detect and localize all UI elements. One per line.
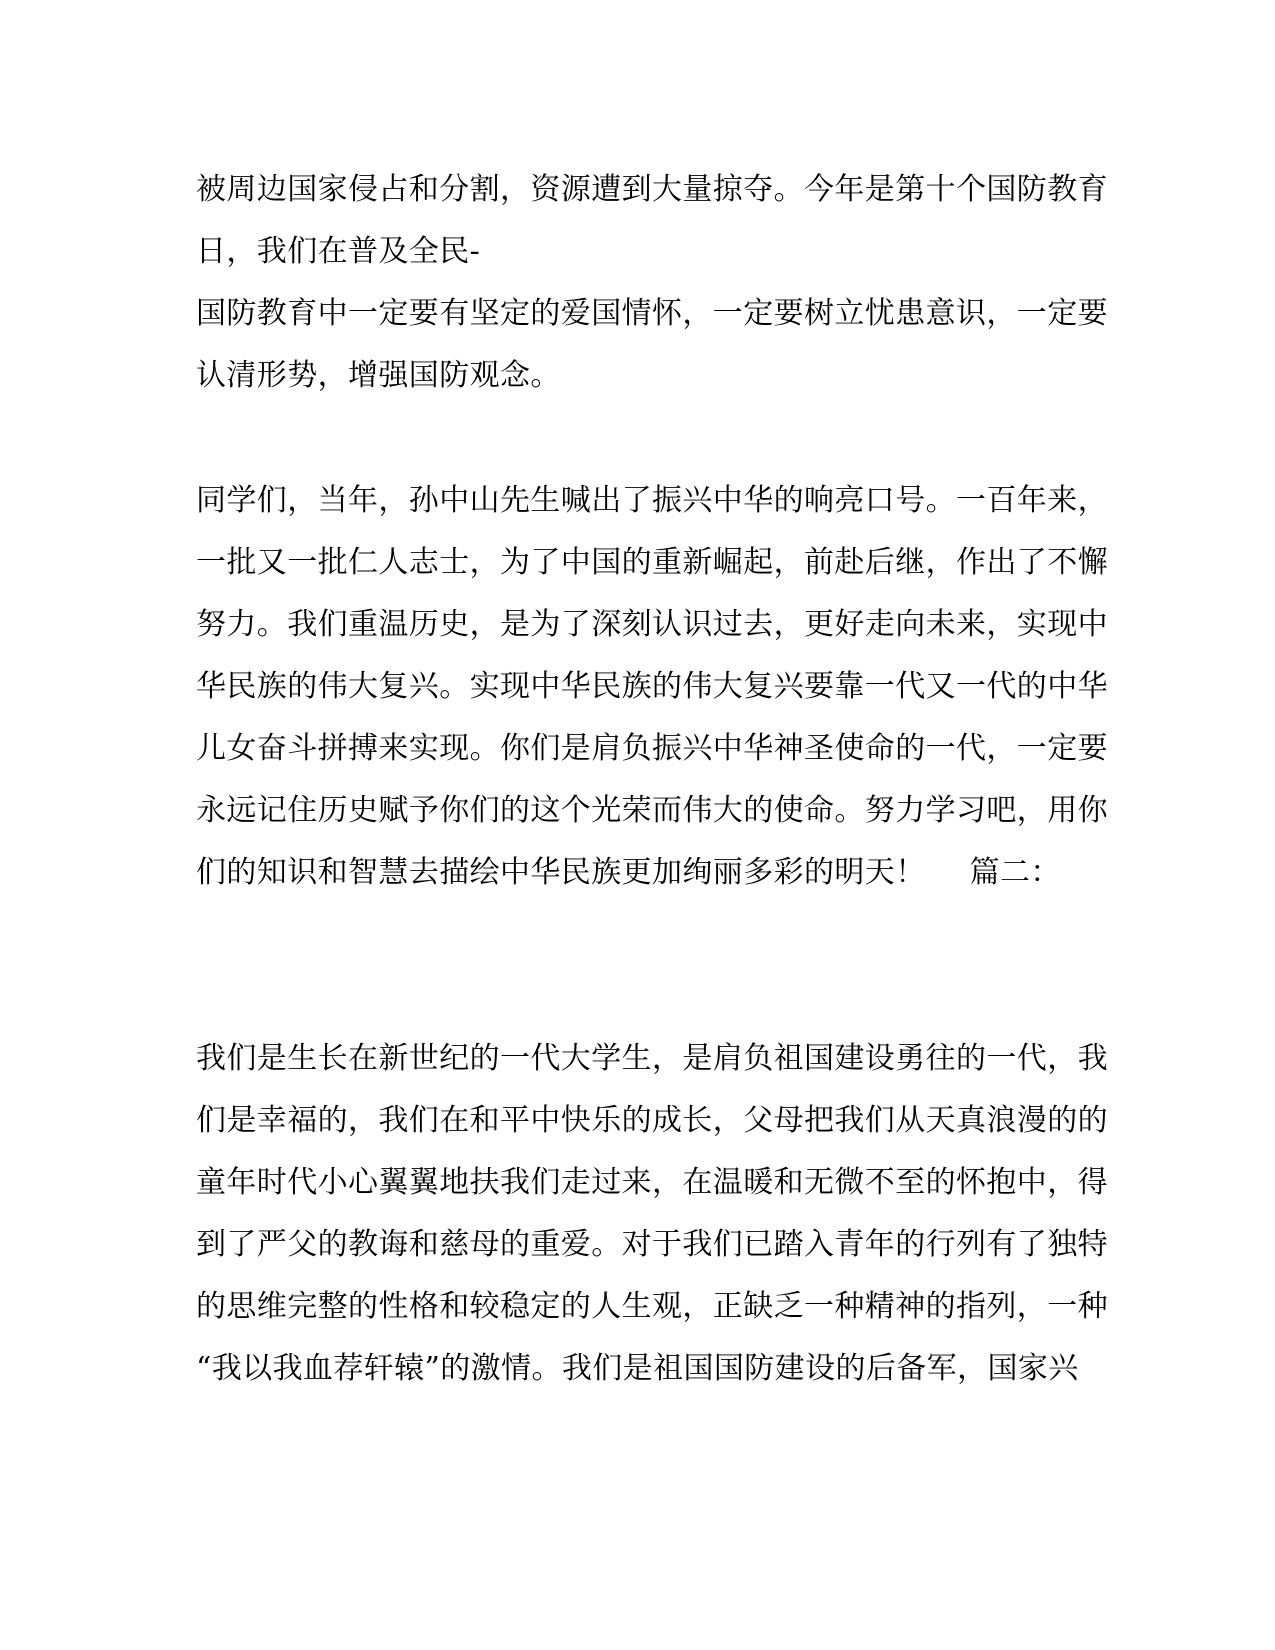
text-line-with-heading bbox=[196, 853, 1076, 893]
text-line: 被周边国家侵占和分割，资源遭到大量掠夺。今年是第十个国防教育 bbox=[196, 172, 1108, 207]
text-line: 同学们，当年，孙中山先生喊出了振兴中华的响亮口号。一百年来， bbox=[196, 483, 1108, 518]
text-line: 日，我们在普及全民- bbox=[196, 234, 481, 269]
text-line: 们是幸福的，我们在和平中快乐的成长，父母把我们从天真浪漫的的 bbox=[196, 1103, 1108, 1138]
text-line: 们的知识和智慧去描绘中华民族更加绚丽多彩的明天！ bbox=[196, 855, 926, 890]
text-line: 永远记住历史赋予你们的这个光荣而伟大的使命。努力学习吧，用你 bbox=[196, 793, 1108, 828]
text-line: 华民族的伟大复兴。实现中华民族的伟大复兴要靠一代又一代的中华 bbox=[196, 669, 1108, 704]
text-line: “我以我血荐轩辕”的激情。我们是祖国国防建设的后备军，国家兴 bbox=[196, 1351, 1079, 1386]
text-line: 童年时代小心翼翼地扶我们走过来，在温暖和无微不至的怀抱中，得 bbox=[196, 1165, 1108, 1200]
section-heading: 篇二： bbox=[969, 855, 1061, 890]
text-line: 儿女奋斗拼搏来实现。你们是肩负振兴中华神圣使命的一代，一定要 bbox=[196, 731, 1108, 766]
text-line: 努力。我们重温历史，是为了深刻认识过去，更好走向未来，实现中 bbox=[196, 607, 1108, 642]
text-line: 我们是生长在新世纪的一代大学生，是肩负祖国建设勇往的一代，我 bbox=[196, 1041, 1108, 1076]
text-line: 的思维完整的性格和较稳定的人生观，正缺乏一种精神的指列，一种 bbox=[196, 1289, 1108, 1324]
text-line: 到了严父的教诲和慈母的重爱。对于我们已踏入青年的行列有了独特 bbox=[196, 1227, 1108, 1262]
text-line: 国防教育中一定要有坚定的爱国情怀，一定要树立忧患意识，一定要 bbox=[196, 296, 1108, 331]
text-line: 一批又一批仁人志士，为了中国的重新崛起，前赴后继，作出了不懈 bbox=[196, 545, 1108, 580]
text-line: 认清形势，增强国防观念。 bbox=[196, 358, 561, 393]
